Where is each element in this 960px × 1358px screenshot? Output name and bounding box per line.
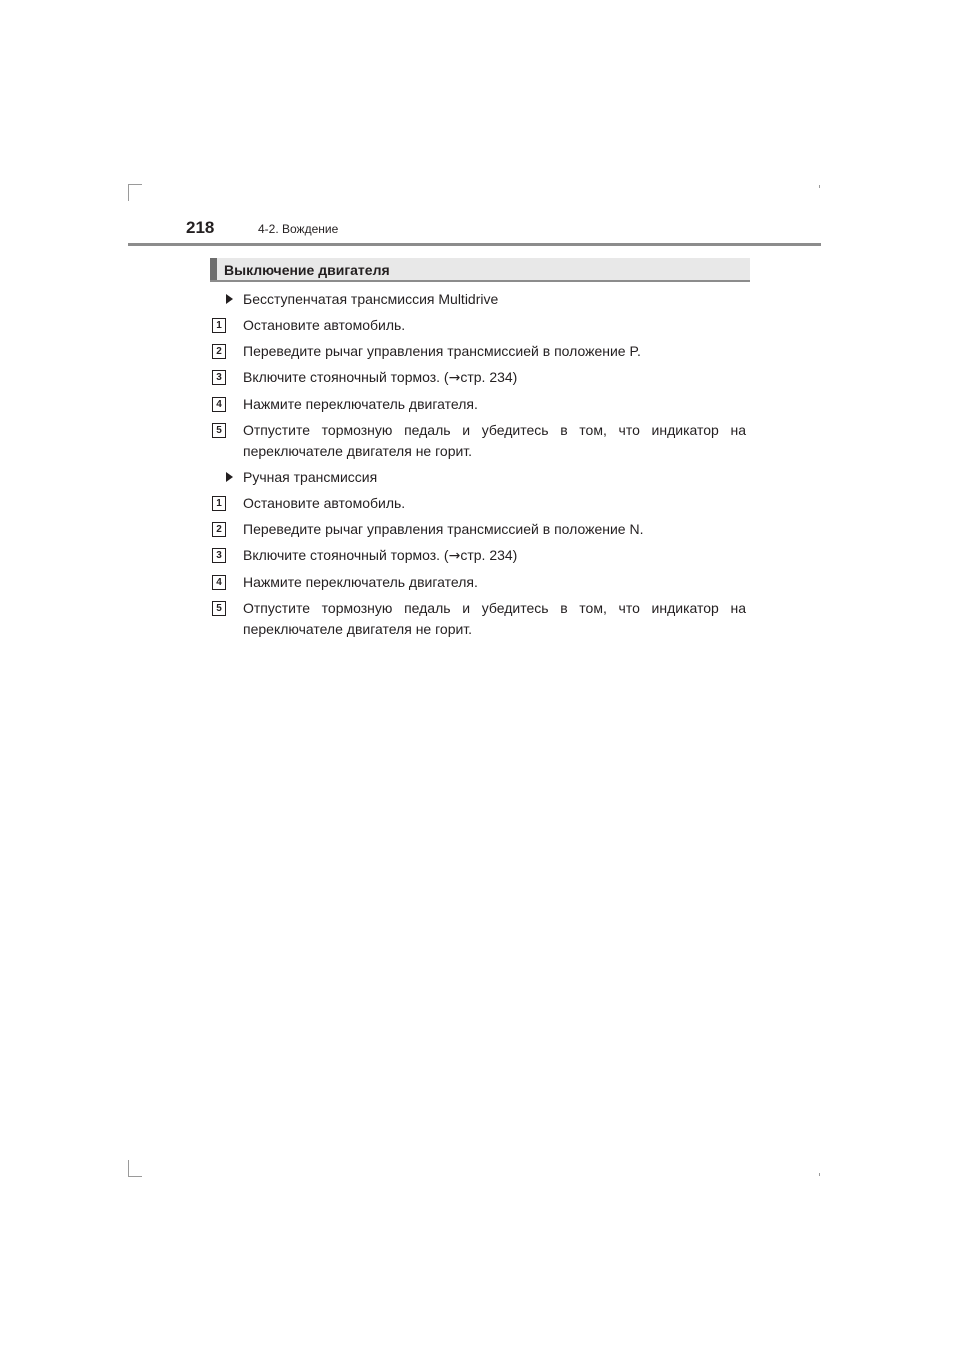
- step-item: [212, 394, 746, 415]
- step-item: [212, 545, 746, 567]
- step-number-icon: 5: [212, 601, 226, 616]
- content: [212, 285, 746, 645]
- crop-mark-bottom-left-h: [128, 1176, 142, 1177]
- step-item: [212, 315, 746, 336]
- step-item: [212, 367, 746, 389]
- step-text: Включите стояночный тормоз. (: [243, 369, 449, 385]
- step-text: Включите стояночный тормоз. (: [243, 547, 449, 563]
- step-text: Переведите рычаг управления трансмиссией в положение P.: [243, 343, 641, 359]
- step-number-icon: 5: [212, 423, 226, 438]
- step-item: [212, 519, 746, 540]
- arrow-right-icon: →: [448, 370, 461, 386]
- heading-accent-mark: [210, 258, 217, 280]
- triangle-bullet-icon: [226, 472, 233, 482]
- variant-heading-text: Бесступенчатая трансмиссия Multidrive: [243, 291, 499, 307]
- step-number-icon: 1: [212, 318, 226, 333]
- step-item: [212, 341, 746, 362]
- step-text: Нажмите переключатель двигателя.: [243, 396, 478, 412]
- variant-heading: [212, 467, 746, 487]
- variant-heading: [212, 289, 746, 309]
- triangle-bullet-icon: [226, 294, 233, 304]
- step-text: Нажмите переключатель двигателя.: [243, 574, 478, 590]
- page-number: 218: [186, 218, 215, 237]
- header-divider: [128, 243, 821, 246]
- step-item: [212, 493, 746, 514]
- arrow-right-icon: →: [448, 548, 461, 564]
- step-item: [212, 572, 746, 593]
- step-text: Остановите автомобиль.: [243, 495, 406, 511]
- step-text: Остановите автомобиль.: [243, 317, 406, 333]
- page-reference-link[interactable]: стр. 234): [460, 547, 518, 563]
- step-text: Отпустите тормозную педаль и убедитесь в том, что индикатор на переключателе двигателя не горит.: [243, 422, 746, 459]
- step-text: Отпустите тормозную педаль и убедитесь в том, что индикатор на переключателе двигателя не горит.: [243, 600, 746, 637]
- step-item: [212, 420, 746, 462]
- section-heading-bar: [210, 258, 750, 282]
- step-number-icon: 4: [212, 397, 226, 412]
- step-item: [212, 598, 746, 640]
- step-number-icon: 3: [212, 370, 226, 385]
- step-number-icon: 2: [212, 344, 226, 359]
- step-number-icon: 2: [212, 522, 226, 537]
- crop-mark-bottom-left-v: [128, 1160, 129, 1177]
- step-number-icon: 1: [212, 496, 226, 511]
- section-title: 4-2. Вождение: [258, 222, 339, 236]
- crop-mark-top-right: [819, 185, 820, 188]
- crop-mark-top-left-h: [128, 184, 142, 185]
- crop-mark-top-left-v: [128, 184, 129, 201]
- section-heading: Выключение двигателя: [224, 262, 390, 278]
- step-number-icon: 3: [212, 548, 226, 563]
- variant-heading-text: Ручная трансмиссия: [243, 469, 378, 485]
- step-text: Переведите рычаг управления трансмиссией в положение N.: [243, 521, 644, 537]
- page-reference-link[interactable]: стр. 234): [460, 369, 518, 385]
- crop-mark-bottom-right: [819, 1173, 820, 1176]
- step-number-icon: 4: [212, 575, 226, 590]
